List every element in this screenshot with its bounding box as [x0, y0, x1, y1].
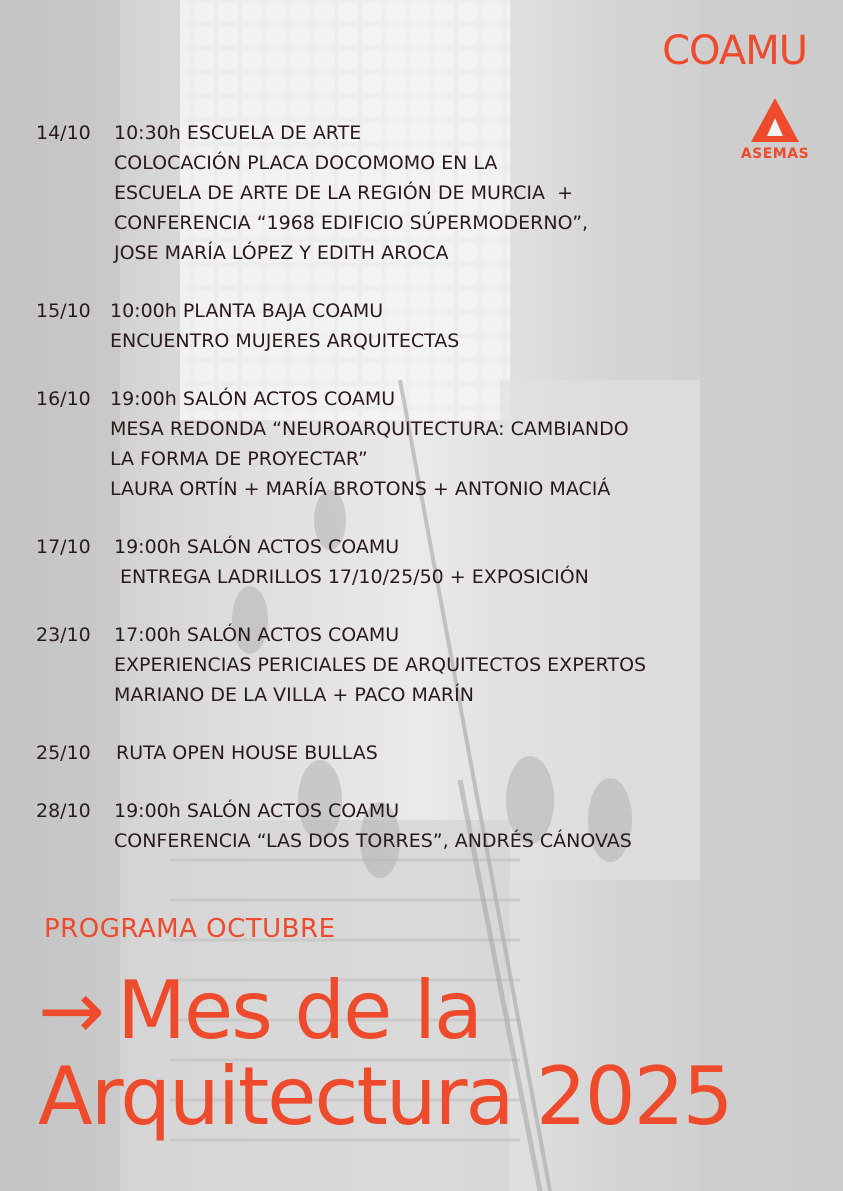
event-line: JOSE MARÍA LÓPEZ Y EDITH AROCA [114, 242, 449, 264]
event-line: MESA REDONDA “NEUROARQUITECTURA: CAMBIANDO [110, 418, 629, 440]
headline-line-2: Arquitectura 2025 [38, 1050, 732, 1143]
event-details [114, 796, 632, 856]
event-date: 17/10 [36, 536, 91, 558]
event-line: COLOCACIÓN PLACA DOCOMOMO EN LA [114, 152, 498, 174]
headline [38, 964, 732, 1143]
event-line: RUTA OPEN HOUSE BULLAS [116, 742, 378, 764]
event-line: EXPERIENCIAS PERICIALES DE ARQUITECTOS EXPERTOS [114, 654, 647, 676]
event-date: 15/10 [36, 300, 91, 322]
brand-name: COAMU [662, 28, 807, 74]
event-details [114, 118, 588, 268]
event-details [114, 620, 646, 710]
event-line: 10:00h PLANTA BAJA COAMU [110, 300, 384, 322]
asemas-logo [738, 96, 812, 162]
event-line: MARIANO DE LA VILLA + PACO MARÍN [114, 684, 474, 706]
event-date: 14/10 [36, 122, 91, 144]
headline-line-1 [38, 964, 732, 1057]
event-details [110, 296, 459, 356]
event-line: 19:00h SALÓN ACTOS COAMU [114, 536, 400, 558]
event-line: ESCUELA DE ARTE DE LA REGIÓN DE MURCIA + [114, 182, 574, 204]
event-date: 25/10 [36, 742, 91, 764]
logo-name: ASEMAS [740, 146, 810, 162]
event-date: 28/10 [36, 800, 91, 822]
event-line: ENTREGA LADRILLOS 17/10/25/50 + EXPOSICIÓN [114, 566, 589, 588]
event-line: 19:00h SALÓN ACTOS COAMU [110, 388, 396, 410]
programa-label: PROGRAMA OCTUBRE [44, 914, 336, 944]
event-details [114, 532, 589, 592]
event-line: CONFERENCIA “LAS DOS TORRES”, ANDRÉS CÁNOVAS [114, 830, 632, 852]
event-details [116, 738, 378, 768]
event-date: 16/10 [36, 388, 91, 410]
event-date: 23/10 [36, 624, 91, 646]
event-line: CONFERENCIA “1968 EDIFICIO SÚPERMODERNO”, [114, 212, 589, 234]
headline-text-1: Mes de la [117, 964, 482, 1057]
event-line: 17:00h SALÓN ACTOS COAMU [114, 624, 400, 646]
event-line: ENCUENTRO MUJERES ARQUITECTAS [110, 330, 460, 352]
event-details [110, 384, 629, 504]
arrow-right-icon: → [38, 964, 104, 1057]
event-line: LAURA ORTÍN + MARÍA BROTONS + ANTONIO MACIÁ [110, 478, 611, 500]
event-line: 19:00h SALÓN ACTOS COAMU [114, 800, 400, 822]
asemas-triangle-icon [749, 96, 801, 144]
event-line: 10:30h ESCUELA DE ARTE [114, 122, 362, 144]
event-line: LA FORMA DE PROYECTAR” [110, 448, 368, 470]
